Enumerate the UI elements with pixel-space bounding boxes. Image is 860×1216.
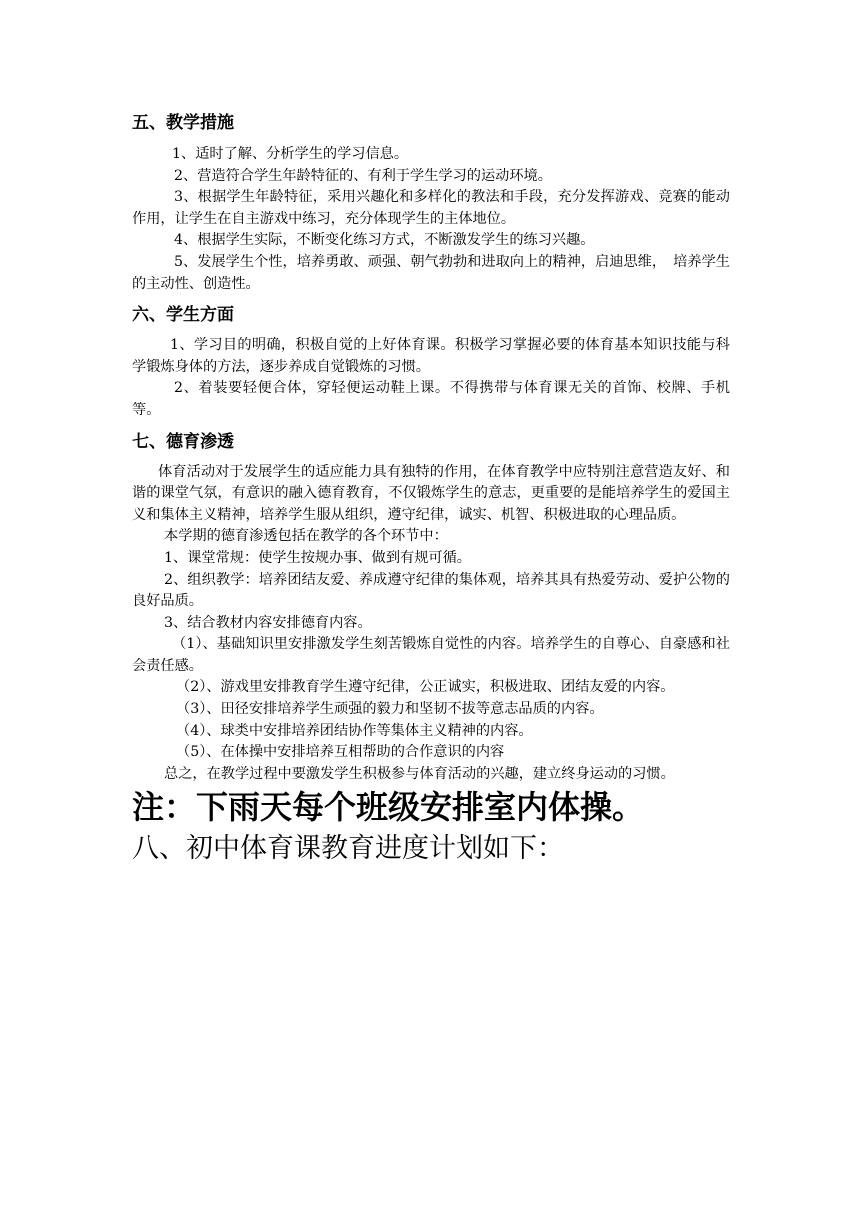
section-5-item-5: 5、发展学生个性，培养勇敢、顽强、朝气勃勃和进取向上的精神，启迪思维， 培养学生的主动性、创造性。 bbox=[132, 253, 730, 292]
section-5-item-2: 2、营造符合学生年龄特征的、有利于学生学习的运动环境。 bbox=[174, 167, 552, 184]
section-7-sub-4: （4）、球类中安排培养团结协作等集体主义精神的内容。 bbox=[176, 722, 533, 739]
section-7-intro: 体育活动对于发展学生的适应能力具有独特的作用，在体育教学中应特别注意营造友好、和谐的课堂气氛，有意识的融入德育教育，不仅锻炼学生的意志，更重要的是能培养学生的爱国主义和集体主义精神，培养学生服从组织，遵守纪律，诚实、机智、积极进取的心理品质。 bbox=[132, 463, 730, 523]
section-7-lead: 本学期的德育渗透包括在教学的各个环节中： bbox=[164, 528, 448, 545]
section-7-heading: 七、德育渗透 bbox=[132, 431, 234, 452]
section-7-sub-1: （1）、基础知识里安排激发学生刻苦锻炼自觉性的内容。培养学生的自尊心、自豪感和社会责任感。 bbox=[132, 636, 730, 674]
section-7-sub-2: （2）、游戏里安排教育学生遵守纪律，公正诚实，积极进取、团结友爱的内容。 bbox=[176, 679, 675, 696]
document-body bbox=[132, 112, 730, 867]
rain-note: 注：下雨天每个班级安排室内体操。 bbox=[132, 788, 645, 827]
section-8-heading: 八、初中体育课教育进度计划如下： bbox=[132, 833, 564, 865]
section-6-item-2: 2、着装要轻便合体，穿轻便运动鞋上课。不得携带与体育课无关的首饰、校牌、手机等。 bbox=[132, 380, 730, 418]
section-7-point-2: 2、组织教学：培养团结友爱、养成遵守纪律的集体观，培养其具有热爱劳动、爱护公物的良好品质。 bbox=[132, 571, 730, 610]
section-6-heading: 六、学生方面 bbox=[132, 305, 234, 326]
section-7-point-3: 3、结合教材内容安排德育内容。 bbox=[164, 614, 372, 631]
section-5-item-1: 1、适时了解、分析学生的学习信息。 bbox=[172, 146, 409, 162]
section-7-sub-3: （3）、田径安排培养学生顽强的毅力和坚韧不拔等意志品质的内容。 bbox=[176, 701, 604, 718]
section-7-point-1: 1、课堂常规：使学生按规办事、做到有规可循。 bbox=[164, 549, 471, 566]
section-7-sub-5: （5）、在体操中安排培养互相帮助的合作意识的内容 bbox=[176, 744, 505, 761]
section-7-summary: 总之，在教学过程中要激发学生积极参与体育活动的兴趣，建立终身运动的习惯。 bbox=[164, 765, 675, 782]
section-5-heading: 五、教学措施 bbox=[132, 113, 234, 133]
section-5-item-4: 4、根据学生实际，不断变化练习方式，不断激发学生的练习兴趣。 bbox=[174, 232, 595, 249]
section-5-item-3: 3、根据学生年龄特征，采用兴趣化和多样化的教法和手段，充分发挥游戏、竞赛的能动作用，让学生在自主游戏中练习，充分体现学生的主体地位。 bbox=[132, 189, 730, 227]
section-6-item-1: 1、学习目的明确，积极自觉的上好体育课。积极学习掌握必要的体育基本知识技能与科学锻炼身体的方法，逐步养成自觉锻炼的习惯。 bbox=[132, 337, 730, 375]
